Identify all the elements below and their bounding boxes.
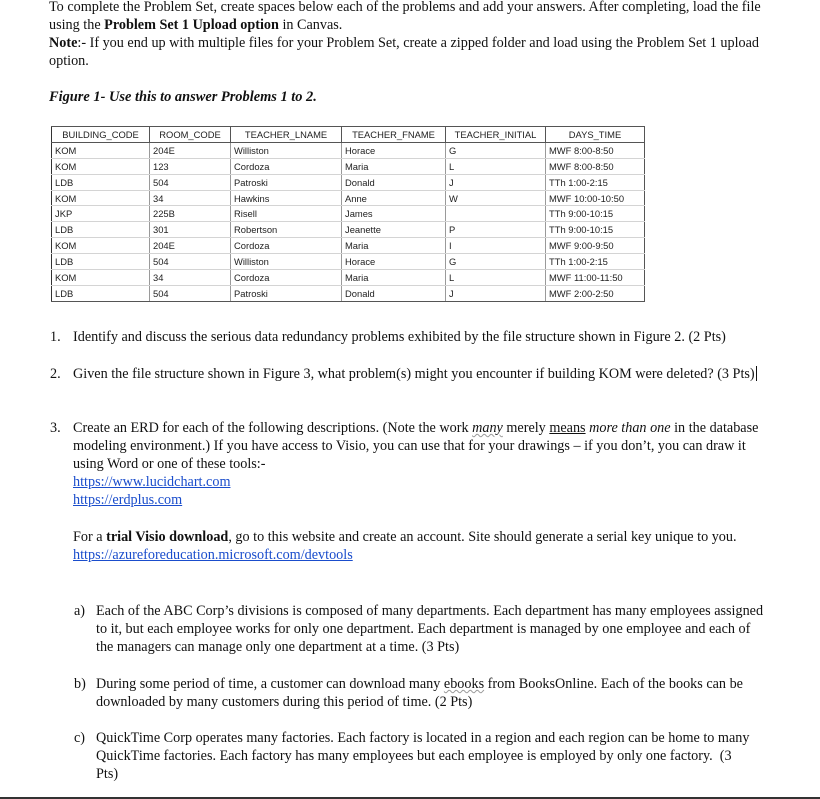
table-cell: Donald <box>342 174 446 190</box>
table-cell: Hawkins <box>231 190 342 206</box>
table-cell: Horace <box>342 142 446 158</box>
table-cell: LDB <box>52 254 150 270</box>
table-cell: KOM <box>52 270 150 286</box>
column-header: BUILDING_CODE <box>52 127 150 143</box>
table-cell: Maria <box>342 270 446 286</box>
table-cell: 301 <box>150 222 231 238</box>
table-row <box>52 190 645 206</box>
table-row <box>52 285 645 301</box>
table-cell: Jeanette <box>342 222 446 238</box>
question-3: 3. Create an ERD for each of the following descriptions. (Note the work many merely means more than one in the database modeling environment.) If you have access to Visio, you can use that for your drawings – if you don’t, you can draw it using Word or one of these tools:- https://www.lucidchart.com https://erdplus.com <box>50 420 759 508</box>
table-body <box>52 142 645 301</box>
table-cell: Cordoza <box>231 270 342 286</box>
question-number: 2. <box>50 366 61 382</box>
table-cell: 204E <box>150 238 231 254</box>
table-cell: 34 <box>150 270 231 286</box>
question-number: 1. <box>50 329 61 345</box>
column-header: TEACHER_INITIAL <box>446 127 546 143</box>
table-cell: MWF 2:00-2:50 <box>546 285 645 301</box>
column-header: ROOM_CODE <box>150 127 231 143</box>
question-3b: b) During some period of time, a customer can download many ebooks from BooksOnline. Each of the books can be downloaded by many customers during this period of time. (2 Pts) <box>74 676 743 710</box>
table-cell: LDB <box>52 222 150 238</box>
table-cell: 204E <box>150 142 231 158</box>
table-cell: 225B <box>150 206 231 222</box>
table-cell: KOM <box>52 190 150 206</box>
trial-visio-bold: trial Visio download <box>106 529 229 545</box>
table-row <box>52 238 645 254</box>
table-cell: Donald <box>342 285 446 301</box>
table-cell <box>446 206 546 222</box>
means-word: means <box>549 420 586 436</box>
table-row <box>52 270 645 286</box>
table-row <box>52 206 645 222</box>
table-cell: MWF 11:00-11:50 <box>546 270 645 286</box>
table-cell: Robertson <box>231 222 342 238</box>
more-than-one-text: more than one <box>589 420 671 436</box>
table-row <box>52 174 645 190</box>
table-cell: LDB <box>52 285 150 301</box>
question-text: Given the file structure shown in Figure 3, what problem(s) might you encounter if building KOM were deleted? (3 Pts) <box>73 366 755 382</box>
table-cell: KOM <box>52 142 150 158</box>
table-cell: L <box>446 158 546 174</box>
ebooks-word: ebooks <box>443 676 485 692</box>
table-cell: JKP <box>52 206 150 222</box>
many-word: many <box>472 420 503 436</box>
table-cell: J <box>446 285 546 301</box>
question-3c <box>74 729 761 783</box>
table-row <box>52 254 645 270</box>
table-cell: L <box>446 270 546 286</box>
table-cell: MWF 9:00-9:50 <box>546 238 645 254</box>
table-cell: Risell <box>231 206 342 222</box>
table-cell: James <box>342 206 446 222</box>
table-cell: 504 <box>150 254 231 270</box>
table-cell: MWF 8:00-8:50 <box>546 142 645 158</box>
question-text: Identify and discuss the serious data redundancy problems exhibited by the file structure shown in Figure 2. (2 Pts) <box>73 329 726 345</box>
table-cell: KOM <box>52 158 150 174</box>
table-cell: Cordoza <box>231 238 342 254</box>
table-cell: I <box>446 238 546 254</box>
note-paragraph: Note:- If you end up with multiple files for your Problem Set, create a zipped folder and load using the Problem Set 1 upload option. <box>49 35 760 69</box>
upload-option-bold: Problem Set 1 Upload option <box>104 17 279 33</box>
column-header: DAYS_TIME <box>546 127 645 143</box>
table-cell: TTh 9:00-10:15 <box>546 206 645 222</box>
question-label: b) <box>74 676 86 692</box>
table-cell: W <box>446 190 546 206</box>
table-header-row <box>52 127 645 143</box>
instructions <box>49 0 784 70</box>
table-row <box>52 142 645 158</box>
question-label: c) <box>74 730 86 746</box>
column-header: TEACHER_LNAME <box>231 127 342 143</box>
question-label: a) <box>74 603 86 619</box>
question-text: QuickTime Corp operates many factories. Each factory is located in a region and each region can be home to many QuickTime factories. Each factory has many employees but each employee is employed by only one factory. (3 Pts) <box>96 730 761 782</box>
question-1 <box>50 328 793 346</box>
table-cell: Williston <box>231 254 342 270</box>
question-2 <box>50 365 773 383</box>
table-cell: Patroski <box>231 285 342 301</box>
table-cell: 123 <box>150 158 231 174</box>
table-cell: P <box>446 222 546 238</box>
table-cell: G <box>446 142 546 158</box>
note-label: Note <box>49 35 78 51</box>
instructions-paragraph: To complete the Problem Set, create spaces below each of the problems and add your answers. After completing, load the file using the Problem Set 1 Upload option in Canvas. <box>49 0 761 33</box>
table-cell: KOM <box>52 238 150 254</box>
table-cell: LDB <box>52 174 150 190</box>
table-cell: Patroski <box>231 174 342 190</box>
table-cell: MWF 10:00-10:50 <box>546 190 645 206</box>
erdplus-link[interactable]: https://erdplus.com <box>73 492 183 508</box>
table-cell: 34 <box>150 190 231 206</box>
column-header: TEACHER_FNAME <box>342 127 446 143</box>
azure-devtools-link[interactable]: https://azureforeducation.microsoft.com/devtools <box>73 547 353 563</box>
table-cell: G <box>446 254 546 270</box>
table-cell: TTh 1:00-2:15 <box>546 254 645 270</box>
visio-trial-paragraph: For a trial Visio download, go to this website and create an account. Site should generate a serial key unique to you. https://azureforeducation.microsoft.com/devtools <box>73 529 737 563</box>
table-row <box>52 158 645 174</box>
table-cell: TTh 9:00-10:15 <box>546 222 645 238</box>
table-cell: MWF 8:00-8:50 <box>546 158 645 174</box>
table-cell: Anne <box>342 190 446 206</box>
question-3a <box>74 602 771 656</box>
table-cell: J <box>446 174 546 190</box>
table-cell: Cordoza <box>231 158 342 174</box>
table-cell: 504 <box>150 285 231 301</box>
lucidchart-link[interactable]: https://www.lucidchart.com <box>73 474 231 490</box>
figure-caption: Figure 1- Use this to answer Problems 1 to 2. <box>49 89 317 105</box>
table-cell: TTh 1:00-2:15 <box>546 174 645 190</box>
table-cell: Williston <box>231 142 342 158</box>
table-cell: 504 <box>150 174 231 190</box>
table-cell: Maria <box>342 158 446 174</box>
table-cell: Horace <box>342 254 446 270</box>
question-number: 3. <box>50 420 61 436</box>
text-cursor <box>756 366 758 381</box>
question-text: Each of the ABC Corp’s divisions is composed of many departments. Each department has many employees assigned to it, but each employee works for only one department. Each department is managed by one employee and each of the managers can manage only one department at a time. (3 Pts) <box>96 603 764 655</box>
table-cell: Maria <box>342 238 446 254</box>
figure-1-table <box>51 126 645 302</box>
table-row <box>52 222 645 238</box>
